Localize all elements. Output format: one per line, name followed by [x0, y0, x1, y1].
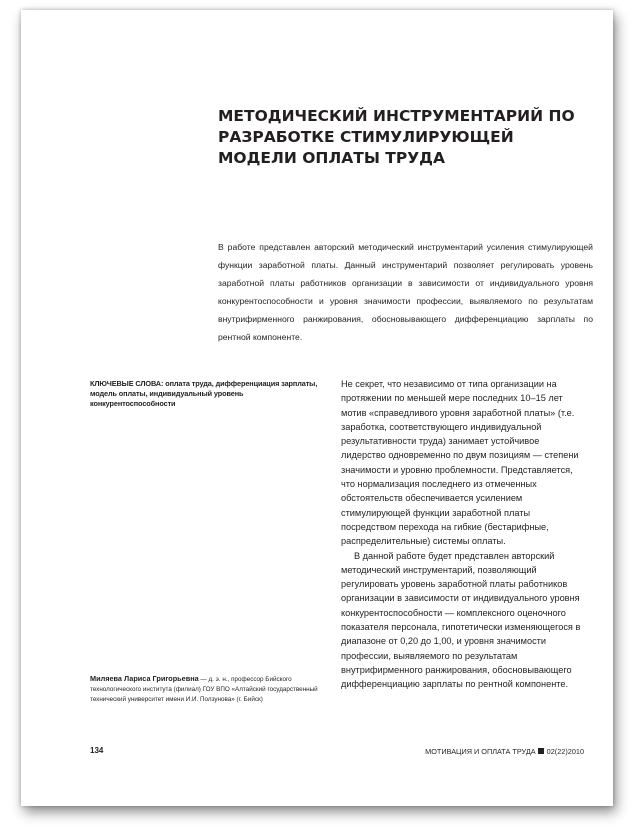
keywords-text: оплата труда, дифференциация зарплаты, модель оплаты, индивидуальный уровень конкурентоспособности — [90, 379, 318, 408]
author-note — [90, 674, 343, 705]
body-paragraph: Не секрет, что независимо от типа организации на протяжении по меньшей мере последних 10–15 лет мотив «справедливого уровня заработной платы» (т.е. заработка, соответствующего индивидуальной результативности труда) занимает устойчивое лидерство одновременно по двум позициям — степени значимости и уровню проблемности. Представляется, что нормализация последнего из отмеченных обстоятельств обеспечивается усилением стимулирующей функции заработной платы посредством перехода на гибкие (бестарифные, распределительные) системы оплаты. — [341, 379, 579, 547]
journal-issue: 02(22)2010 — [546, 747, 584, 756]
article-body — [341, 377, 584, 692]
body-paragraph: В данной работе будет представлен авторский методический инструментарий, позволяющий регулировать уровень заработной платы работников организации в зависимости от индивидуального уровня конкурентоспособности — комплексного оценочного показателя персонала, гипотетически изменяющегося в диапазоне от 0,20 до 1,00, и уровня значимости профессии, выявляемого по результатам внутрифирменного ранжирования, обосновывающего дифференциацию зарплаты по рентной компоненте. — [341, 550, 581, 690]
keywords-label: КЛЮЧЕВЫЕ СЛОВА: — [90, 379, 164, 388]
author-name: Миляева Лариса Григорьевна — [90, 674, 199, 683]
author-info: — д. э. н., профессор Бийского технологического института (филиал) ГОУ ВПО «Алтайский государственный технический университет имени И.И. Ползунова» (г. Бийск) — [90, 676, 318, 703]
article-title: МЕТОДИЧЕСКИЙ ИНСТРУМЕНТАРИЙ ПО РАЗРАБОТКЕ СТИМУЛИРУЮЩЕЙ МОДЕЛИ ОПЛАТЫ ТРУДА — [218, 107, 575, 167]
running-footer — [425, 747, 584, 756]
page-number: 134 — [90, 746, 104, 755]
journal-name: МОТИВАЦИЯ И ОПЛАТА ТРУДА — [425, 747, 536, 756]
article-abstract: В работе представлен авторский методический инструментарий усиления стимулирующей функции заработной платы. Данный инструментарий позволяет регулировать уровень заработной платы работников организации в зависимости от индивидуального уровня конкурентоспособности и уровня значимости профессии, выявляемого по результатам внутрифирменного ранжирования, обосновывающего дифференциацию зарплаты по рентной компоненте. — [218, 242, 593, 342]
journal-page — [21, 10, 613, 806]
square-bullet-icon — [538, 748, 544, 754]
keywords-block — [90, 379, 330, 409]
